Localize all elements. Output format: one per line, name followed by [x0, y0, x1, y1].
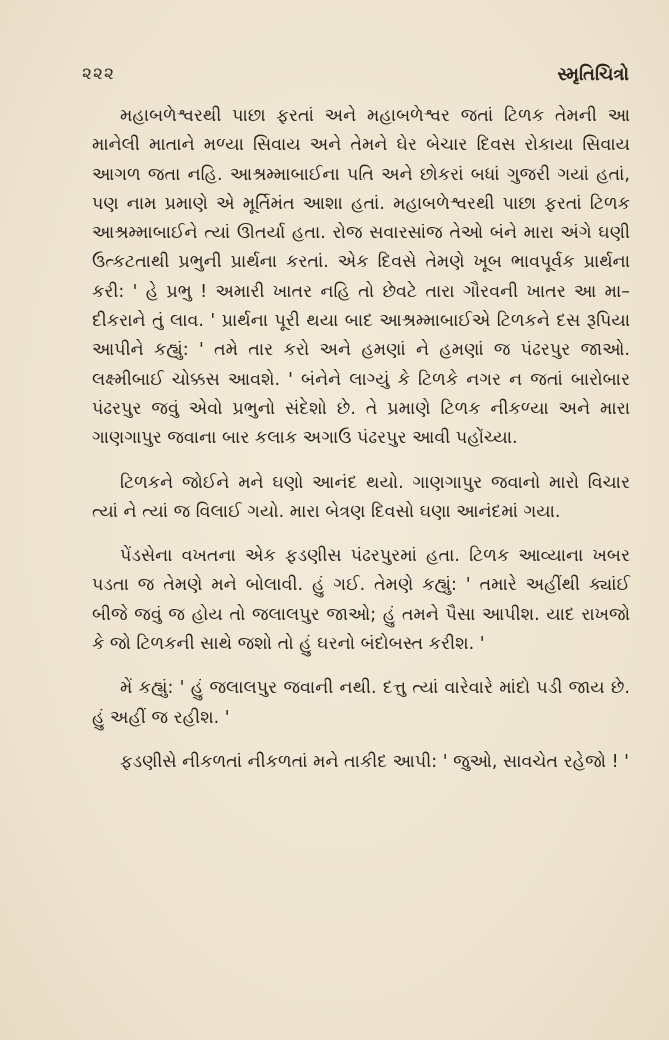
paragraph: મહાબળેશ્વરથી પાછા ફરતાં અને મહાબળેશ્વર જતાં ટિળક તેમની આ માનેલી માતાને મળ્યા સિવાય અને તેમને ઘેર બેચાર દિવસ રોકાયા સિવાય આગળ જતા નહિ. આશ્રમ્માબાઈના પતિ અને છોકરાં બધાં ગુજરી ગયાં હતાં, પણ નામ પ્રમાણે એ મૂર્તિમંત આશા હતાં. મહાબળેશ્વરથી પાછા ફરતાં ટિળક આશ્રમ્માબાઈને ત્યાં ઊતર્યા હતા. રોજ સવારસાંજ તેઓ બંને મારા અંગે ઘણી ઉત્કટતાથી પ્રભુની પ્રાર્થના કરતાં. એક દિવસે તેમણે ખૂબ ભાવપૂર્વક પ્રાર્થના કરી: ' હે પ્રભુ ! અમારી ખાતર નહિ તો છેવટે તારા ગૌરવની ખાતર આ મા–દીકરાને તું લાવ. ' પ્રાર્થના પૂરી થયા બાદ આશ્રમ્માબાઈએ ટિળકને દસ રૂપિયા આપીને કહ્યું: ' તમે તાર કરો અને હમણાં ને હમણાં જ પંઢરપુર જાઓ. લક્ષ્મીબાઈ ચોક્કસ આવશે. ' બંનેને લાગ્યું કે ટિળકે નગર ન જતાં બારોબાર પંઢરપુર જવું એવો પ્રભુનો સંદેશો છે. તે પ્રમાણે ટિળક નીકળ્યા અને મારા ગાણગાપુર જવાના બાર કલાક અગાઉ પંઢરપુર આવી પહોંચ્યા. [92, 106, 630, 449]
paragraph: મેં કહ્યું: ' હું જલાલપુર જવાની નથી. દત્તુ ત્યાં વારેવારે માંદો પડી જાય છે. હું અહીં જ રહીશ. ' [92, 678, 630, 728]
paragraph: ફડણીસે નીકળતાં નીકળતાં મને તાકીદ આપી: ' જુઓ, સાવચેત રહેજો ! ' [120, 751, 629, 772]
page-header [82, 64, 629, 94]
paragraph: પેંડસેના વખતના એક ફડણીસ પંઢરપુરમાં હતા. ટિળક આવ્યાના ખબર પડતા જ તેમણે મને બોલાવી. હું ગઈ. તેમણે કહ્યું: ' તમારે અહીંથી ક્યાંઈ બીજે જવું જ હોય તો જલાલપુર જાઓ; હું તમને પૈસા આપીશ. યાદ રાખજો કે જો ટિળકની સાથે જશો તો હું ઘરનો બંદોબસ્ત કરીશ. ' [92, 546, 630, 655]
paragraph: ટિળકને જોઈને મને ઘણો આનંદ થયો. ગાણગાપુર જવાનો મારો વિચાર ત્યાં ને ત્યાં જ વિલાઈ ગયો. મારા બેત્રણ દિવસો ઘણા આનંદમાં ગયા. [92, 472, 630, 522]
page-number: ૨૨૨ [82, 64, 115, 84]
running-head: સ્મૃતિચિત્રો [557, 64, 629, 85]
page-body [92, 102, 630, 792]
